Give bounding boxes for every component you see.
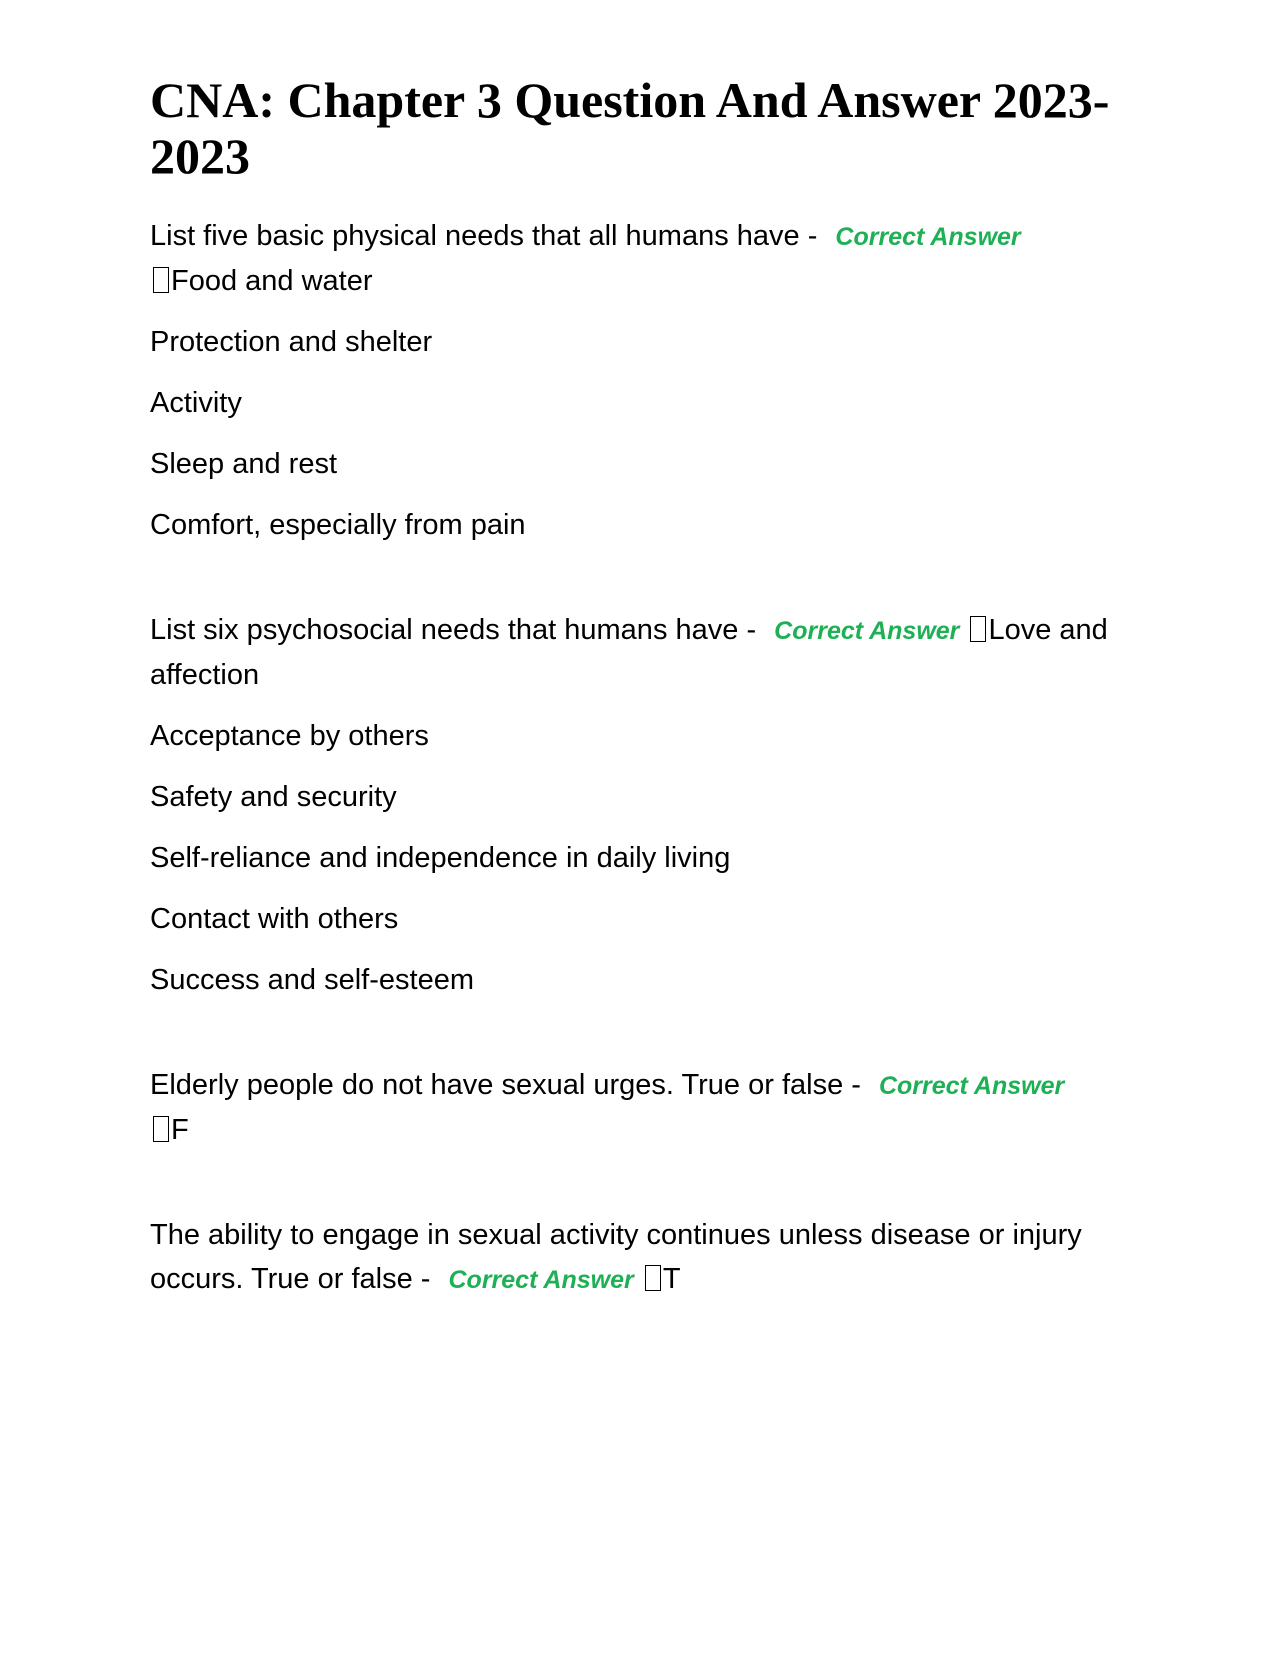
spacer [150,1019,1130,1063]
answer-text: Food and water [171,265,373,297]
answer-line: Activity [150,387,242,419]
document-page [150,72,1130,1319]
question-text: List five basic physical needs that all humans have - [150,220,826,252]
document-title: CNA: Chapter 3 Question And Answer 2023-2023 [150,72,1110,184]
correct-answer-tag: Correct Answer [835,223,1021,251]
answer-text: F [171,1114,189,1146]
spacer [150,564,1130,608]
question-4 [150,1213,1130,1302]
answer-text: Love and affection [150,614,1108,691]
answer-line: Contact with others [150,903,399,935]
answer-text: T [662,1263,681,1295]
question-1 [150,214,1130,303]
question-text: List six psychosocial needs that humans have - [150,614,765,646]
answer-line: Success and self-esteem [150,964,474,996]
correct-answer-tag: Correct Answer [774,617,960,645]
question-text: The ability to engage in sexual activity continues unless disease or injury occurs. True or false - [150,1219,1082,1295]
answer-line: Protection and shelter [150,326,433,358]
answer-line: Sleep and rest [150,448,338,480]
missing-glyph-icon [153,1116,169,1142]
answer-line: Comfort, especially from pain [150,509,526,541]
spacer [150,1169,1130,1213]
question-2 [150,608,1130,697]
question-text: Elderly people do not have sexual urges. True or false - [150,1069,869,1101]
correct-answer-tag: Correct Answer [448,1266,634,1294]
missing-glyph-icon [645,1265,661,1291]
missing-glyph-icon [970,616,986,642]
correct-answer-tag: Correct Answer [878,1072,1065,1100]
answer-line: Safety and security [150,781,397,813]
answer-line: Acceptance by others [150,720,429,752]
missing-glyph-icon [153,267,169,293]
answer-line: Self-reliance and independence in daily living [150,842,731,874]
question-3 [150,1063,1130,1152]
